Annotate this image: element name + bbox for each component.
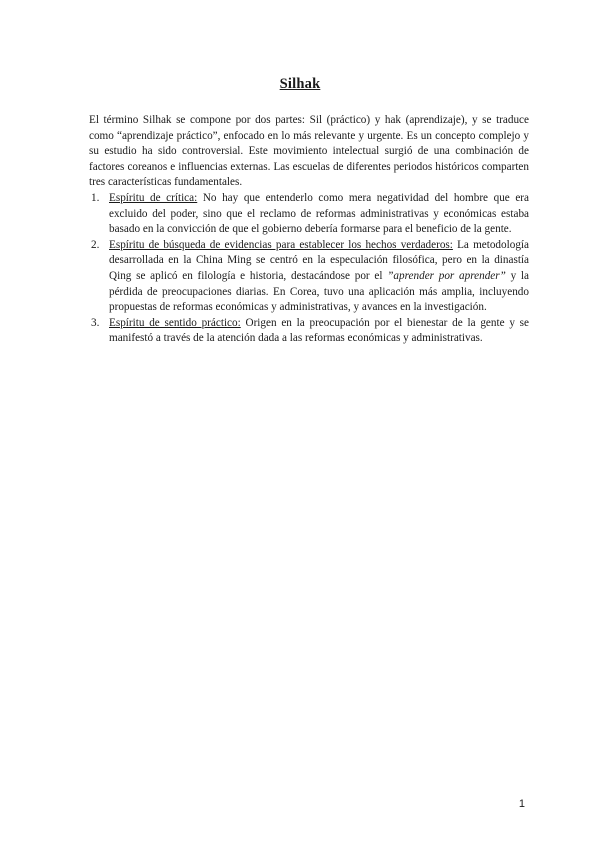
list-item-critica bbox=[91, 191, 529, 238]
list-item-text: No hay que entenderlo como mera negatividad del hombre que era excluido del poder, sino que el reclamo de reformas administrativas y económicas estaba basado en la convicción de que el gobierno debería formarse para el beneficio de la gente. bbox=[109, 191, 530, 236]
document-body bbox=[89, 113, 529, 347]
list-number: 2. bbox=[91, 238, 100, 251]
list-item-title: Espíritu de sentido práctico: bbox=[109, 316, 241, 329]
list-number: 3. bbox=[91, 316, 100, 329]
list-item-title: Espíritu de crítica: bbox=[109, 191, 198, 204]
page-number: 1 bbox=[518, 798, 525, 810]
list-item-text: Origen en la preocupación por el bienestar de la gente y se manifestó a través de la atención dada a las reformas económicas y administrativas. bbox=[109, 316, 529, 345]
list-item-quote: ”aprender por aprender” bbox=[387, 269, 506, 282]
list-number: 1. bbox=[91, 191, 100, 204]
page-title: Silhak bbox=[279, 76, 321, 92]
characteristics-list bbox=[89, 191, 529, 347]
list-item-practico bbox=[91, 316, 529, 347]
list-item-text: y la pérdida de preocupaciones diarias. En Corea, tuvo una aplicación más amplia, incluyendo propuestas de reformas económicas y administrativas, y avances en la investigación. bbox=[109, 269, 529, 314]
intro-paragraph: El término Silhak se compone por dos partes: Sil (práctico) y hak (aprendizaje), y se traduce como “aprendizaje práctico”, enfocado en lo más relevante y urgente. Es un concepto complejo y su estudio ha sido controversial. Este movimiento intelectual surgió de una combinación de factores coreanos e influencias externas. Las escuelas de diferentes periodos históricos comparten tres características fundamentales. bbox=[89, 114, 529, 189]
list-item-text: La metodología desarrollada en la China Ming se centró en la especulación filosófica, pero en la dinastía Qing se aplicó en filología e historia, destacándose por el bbox=[109, 238, 529, 282]
list-item-title: Espíritu de búsqueda de evidencias para establecer los hechos verdaderos: bbox=[109, 238, 453, 251]
list-item-evidencias bbox=[91, 238, 529, 316]
